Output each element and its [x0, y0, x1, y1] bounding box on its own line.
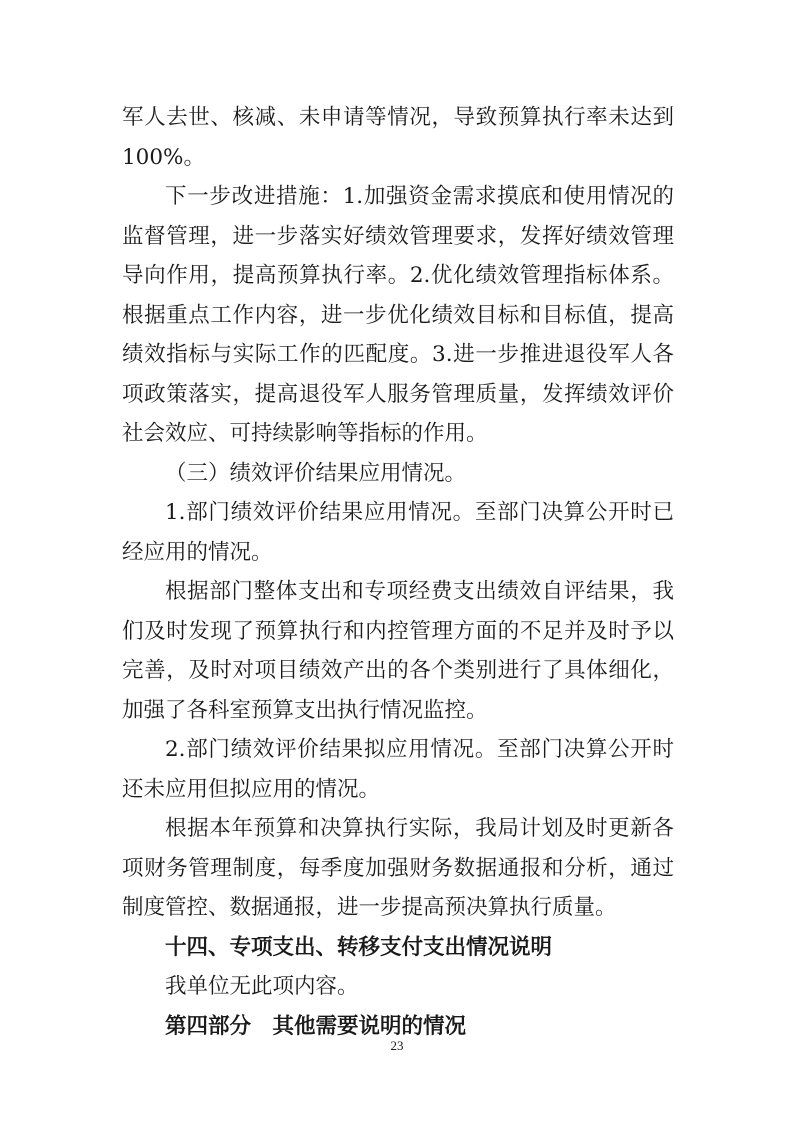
paragraph-no-content: 我单位无此项内容。: [165, 974, 359, 999]
paragraph-improvement-measures: 下一步改进措施：1.加强资金需求摸底和使用情况的监督管理，进一步落实好绩效管理要求，发挥好绩效管理导向作用，提高预算执行率。2.优化绩效管理指标体系。根据重点工作内容，进一步优化绩效目标和目标值，提高绩效指标与实际工作的匹配度。3.进一步推进退役军人各项政策落实，提高退役军人服务管理质量，发挥绩效评价社会效应、可持续影响等指标的作用。: [122, 184, 674, 446]
paragraph-planned-results-detail: 根据本年预算和决算执行实际，我局计划及时更新各项财务管理制度，每季度加强财务数据通报和分析，通过制度管控、数据通报，进一步提高预决算执行质量。: [122, 816, 674, 920]
section-heading-evaluation-results: （三）绩效评价结果应用情况。: [165, 460, 467, 486]
document-body: [122, 98, 674, 1046]
page-number: 23: [390, 1038, 404, 1053]
paragraph-budget-execution: 军人去世、核减、未申请等情况，导致预算执行率未达到100%。: [122, 105, 674, 170]
section-heading-special-expenditure: 十四、专项支出、转移支付支出情况说明: [165, 934, 553, 960]
part-heading-other-matters: 第四部分 其他需要说明的情况: [165, 1013, 467, 1039]
paragraph-applied-results: 1.部门绩效评价结果应用情况。至部门决算公开时已经应用的情况。: [122, 500, 674, 565]
paragraph-planned-results: 2.部门绩效评价结果拟应用情况。至部门决算公开时还未应用但拟应用的情况。: [122, 737, 674, 802]
paragraph-applied-results-detail: 根据部门整体支出和专项经费支出绩效自评结果，我们及时发现了预算执行和内控管理方面的不足并及时予以完善，及时对项目绩效产出的各个类别进行了具体细化，加强了各科室预算支出执行情况监控。: [122, 579, 674, 723]
